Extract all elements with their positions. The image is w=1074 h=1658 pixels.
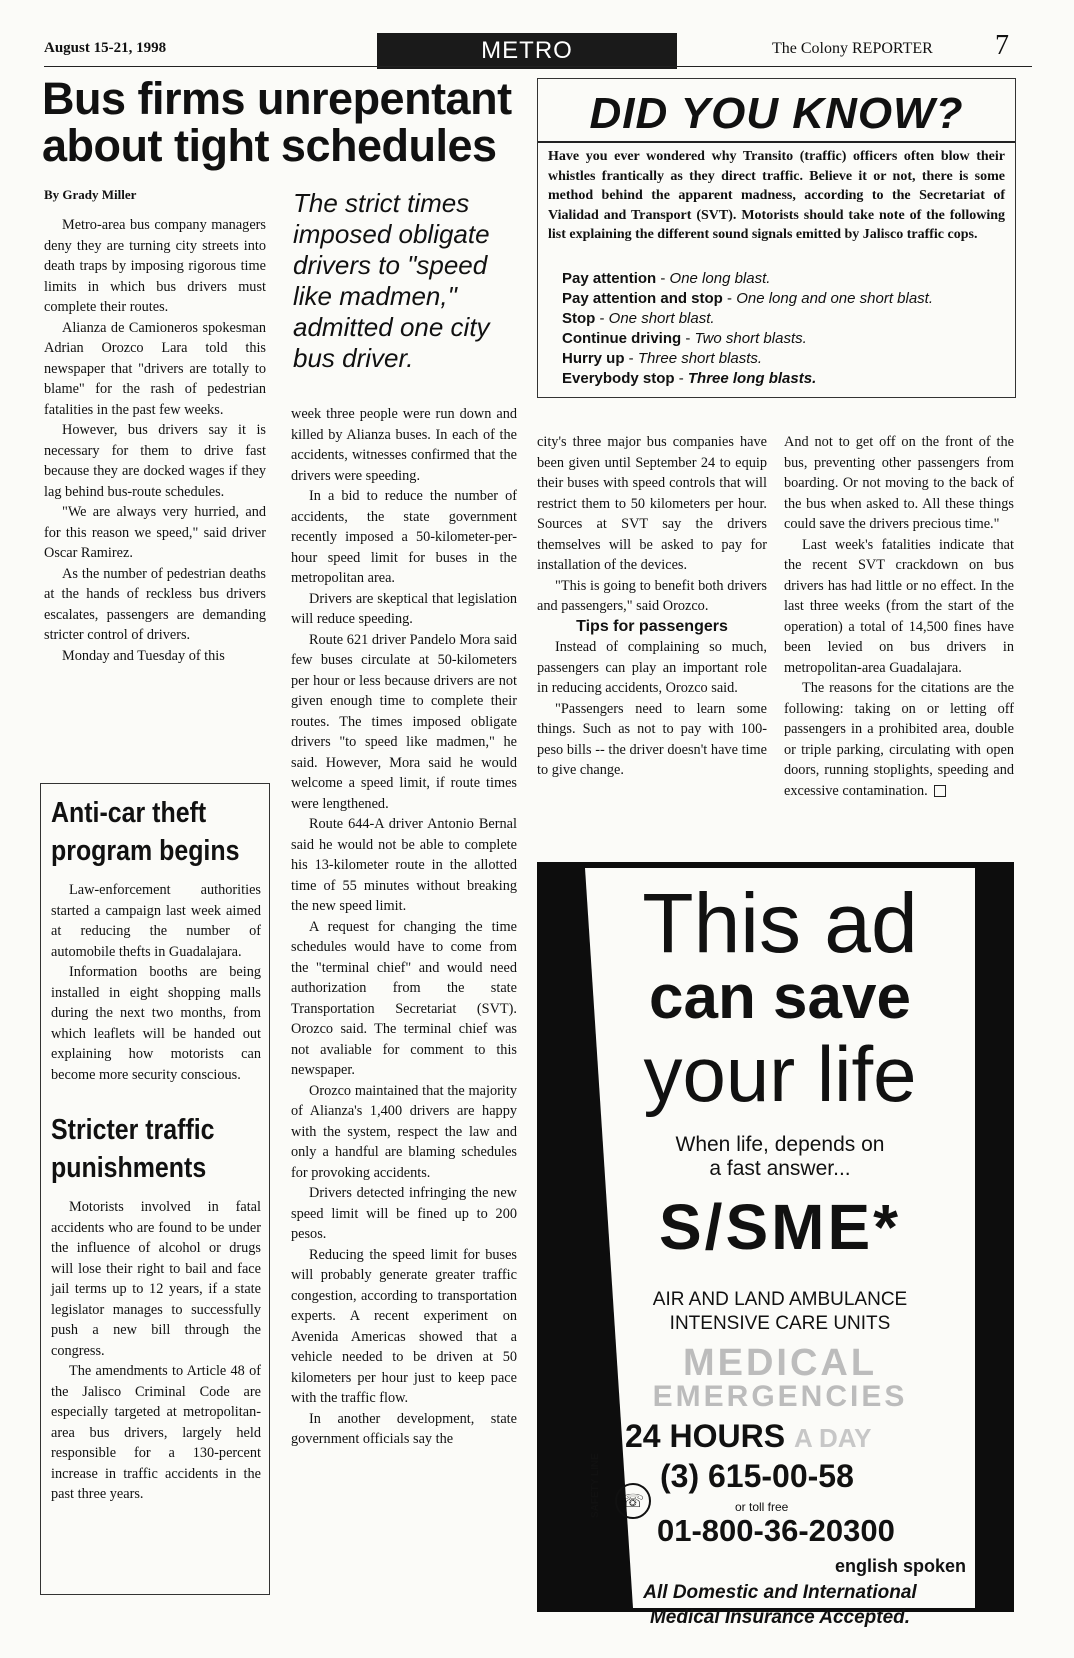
- paragraph: The amendments to Article 48 of the Jalisco Criminal Code are especially targeted at metropolitan-area bus drivers, largely held responsible for a 130-percent increase in traffic accidents in the past three years.: [51, 1363, 261, 1502]
- did-you-know-title: DID YOU KNOW?: [589, 89, 964, 138]
- paragraph: Instead of complaining so much, passengers can play an important role in reducing accidents, Orozco said.: [537, 639, 767, 696]
- insurance-note: [585, 1580, 975, 1630]
- did-you-know-box: [537, 78, 1016, 398]
- byline: By Grady Miller: [44, 187, 137, 202]
- divider: [538, 141, 1015, 143]
- story-column-1: [44, 215, 266, 666]
- insurance-line-2: Medical Insurance Accepted.: [649, 1607, 911, 1628]
- insurance-line-1: All Domestic and International: [643, 1582, 917, 1603]
- ad-ghost-text: MEDICAL: [682, 1342, 878, 1384]
- signal-meaning: One long blast.: [669, 269, 771, 287]
- paragraph: Motorists involved in fatal accidents who are found to be under the influence of alcohol or drugs will lose their right to bail and face jail terms up to 12 years, if a state legislator manages to successfully push a new bill through the congress.: [51, 1199, 261, 1359]
- ad-headline-3: your life: [643, 1030, 917, 1118]
- paragraph: A request for changing the time schedules would have to come from the "terminal chief" and would need authorization from the state Transportation Secretariat (SVT). Orozco said. The terminal chief was not avaliable for comment to this newspaper.: [291, 918, 517, 1078]
- ad-hours-ghost: A DAY: [793, 1423, 872, 1453]
- story-column-3: [537, 432, 767, 781]
- briefs-box: [40, 783, 270, 1595]
- ad-service-2: INTENSIVE CARE UNITS: [669, 1313, 891, 1334]
- end-mark-icon: [934, 785, 946, 797]
- ad-services: [585, 1288, 975, 1336]
- paragraph: Alianza de Camioneros spokesman Adrian Orozco Lara told this newspaper that "drivers are totally to blame" for the rash of pedestrian fatalities in the past few weeks.: [44, 319, 266, 418]
- signal-item: Pay attention and stop - One long and one short blast.: [562, 289, 934, 307]
- ad-panel: [585, 868, 975, 1628]
- signal-meaning: One short blast.: [608, 309, 715, 327]
- paragraph: week three people were run down and killed by Alianza buses. In each of the accidents, witnesses confirmed that the drivers were speeding.: [291, 406, 517, 484]
- signal-meaning: Two short blasts.: [694, 329, 807, 347]
- did-you-know-intro: Have you ever wondered why Transito (traffic) officers often blow their whistles frantically as they direct traffic. Believe it or not, there is some method behind the apparent madness, according to the Secretariat of Vialidad and Transport (SVT). Motorists should take note of the following list explaining the different sound signals emitted by Jalisco traffic cops.: [548, 149, 1005, 242]
- paragraph: "Passengers need to learn some things. Such as not to pay with 100-peso bills -- the driver doesn't have time to give change.: [537, 700, 767, 778]
- main-headline: Bus firms unrepentant about tight schedules: [42, 73, 512, 171]
- signal-item: Pay attention - One long blast.: [562, 269, 771, 287]
- signal-meaning: Three short blasts.: [637, 349, 763, 367]
- safety-line-label: SAFETY LINE: [590, 1453, 601, 1518]
- ad-service-1: AIR AND LAND AMBULANCE: [652, 1289, 908, 1310]
- paragraph: And not to get off on the front of the bus, preventing other passengers from boarding. Or not moving to the back of the bus when asked to. All these things could save the drivers precious time.": [784, 434, 1014, 532]
- paragraph: Drivers detected infringing the new speed limit will be fined up to 200 pesos.: [291, 1185, 517, 1242]
- paragraph-text: The reasons for the citations are the following: taking on or letting off passengers in a prohibited area, double or triple parking, circulating with open doors, running stoplights, speeding and excessive contamination.: [784, 680, 1014, 799]
- paragraph: Orozco maintained that the majority of Alianza's 1,400 drivers are happy with the system, respect the law and only a handful are blaming schedules for provoking accidents.: [291, 1082, 517, 1181]
- section-label: METRO: [377, 33, 677, 69]
- top-rule: [44, 66, 1032, 67]
- story-column-2: [291, 404, 517, 1450]
- brand-logo: S/SME*: [658, 1191, 902, 1263]
- phone-icon: ☏: [615, 1483, 651, 1519]
- subhead-tips: Tips for passengers: [576, 617, 728, 635]
- ad-tagline-2: a fast answer...: [709, 1157, 851, 1180]
- paragraph: Information booths are being installed in eight shopping malls during the next two months, from which leaflets will be handed out explaining how motorists can become more security conscious.: [51, 964, 261, 1083]
- signal-label: Pay attention and stop: [562, 289, 723, 307]
- signal-item: Everybody stop - Three long blasts.: [562, 369, 817, 387]
- ad-headline-2: can save: [649, 963, 911, 1032]
- signal-meaning: Three long blasts.: [687, 369, 817, 387]
- ad-hours-text: 24 HOURS: [625, 1418, 786, 1454]
- paragraph: "We are always very hurried, and for this reason we speed," said driver Oscar Ramirez.: [44, 504, 266, 561]
- toll-free-number[interactable]: 01-800-36-20300: [657, 1513, 895, 1548]
- brief-body: [51, 1197, 261, 1505]
- brief-headline: Stricter traffic punishments: [51, 1114, 215, 1184]
- paragraph: Route 621 driver Pandelo Mora said few buses circulate at 50-kilometers per hour or less because drivers are not given enough time to complete their routes. The times imposed obligate drivers "to speed like madmen," he said. However, Mora said he would welcome a speed limit, if route times were lengthened.: [291, 631, 517, 812]
- paragraph: In a bid to reduce the number of accidents, the state government recently imposed a 50-kilometer-per-hour speed limit for buses in the metropolitan area.: [291, 488, 517, 586]
- paragraph: city's three major bus companies have been given until September 24 to equip their buses with speed controls that will restrict them to 50 kilometers per hour. Sources at SVT say the drivers themselves will be asked to pay for installation of the devices.: [537, 434, 767, 573]
- paragraph: Monday and Tuesday of this: [62, 647, 225, 664]
- signal-label: Pay attention: [562, 269, 657, 287]
- ad-headline-1: This ad: [642, 876, 918, 970]
- story-column-4: [784, 432, 1014, 801]
- paper-name: The Colony REPORTER: [772, 40, 933, 57]
- brief-body: [51, 880, 261, 1085]
- issue-date: August 15-21, 1998: [44, 40, 167, 56]
- phone-number[interactable]: (3) 615-00-58: [660, 1458, 854, 1494]
- advertisement[interactable]: [537, 862, 1014, 1628]
- ad-tagline: [585, 1133, 975, 1181]
- paragraph: However, bus drivers say it is necessary for them to drive fast because they are docked wages if they lag behind bus-route schedules.: [44, 422, 266, 500]
- ad-tagline-1: When life, depends on: [675, 1133, 885, 1156]
- ad-ghost-text: EMERGENCIES: [652, 1380, 908, 1413]
- paragraph: As the number of pedestrian deaths at the hands of reckless bus drivers escalates, passengers are demanding stricter control of drivers.: [44, 565, 266, 643]
- page-number: 7: [995, 30, 1009, 61]
- paragraph: "This is going to benefit both drivers and passengers," said Orozco.: [537, 577, 767, 614]
- paragraph: Drivers are skeptical that legislation will reduce speeding.: [291, 590, 517, 627]
- signal-label: Everybody stop: [562, 369, 675, 387]
- paragraph: [784, 678, 1014, 801]
- signal-label: Hurry up: [562, 349, 625, 367]
- signal-list: [562, 269, 1015, 389]
- paragraph: In another development, state government officials say the: [291, 1410, 517, 1447]
- signal-item: Stop - One short blast.: [562, 309, 715, 327]
- paragraph: Law-enforcement authorities started a campaign last week aimed at reducing the number of automobile thefts in Guadalajara.: [51, 882, 261, 960]
- signal-label: Stop: [562, 309, 596, 327]
- paragraph: Metro-area bus company managers deny they are turning city streets into death traps by imposing rigorous time limits in which bus drivers must complete their routes.: [44, 217, 266, 315]
- signal-item: Hurry up - Three short blasts.: [562, 349, 763, 367]
- signal-meaning: One long and one short blast.: [736, 289, 934, 307]
- paragraph: Last week's fatalities indicate that the recent SVT crackdown on bus drivers has had little or no effect. In the last three weeks (from the start of the operation) a total of 14,500 fines have been levied on bus drivers in metropolitan-area Guadalajara.: [784, 536, 1014, 676]
- paragraph: Route 644-A driver Antonio Bernal said he would not be able to complete his 13-kilometer route in the allotted time of 55 minutes without breaking the new speed limit.: [291, 816, 517, 914]
- signal-item: Continue driving - Two short blasts.: [562, 329, 807, 347]
- ad-hours: [625, 1418, 871, 1455]
- pull-quote: The strict times imposed obligate drivers to "speed like madmen," admitted one city bus driver.: [293, 188, 490, 373]
- toll-free-label: or toll free: [735, 1500, 789, 1514]
- signal-label: Continue driving: [562, 329, 682, 347]
- paragraph: Reducing the speed limit for buses will probably generate greater traffic congestion, according to transportation experts. A recent experiment on Avenida Americas showed that a vehicle needed to be driven at 50 kilometers per hour just to keep pace with the traffic flow.: [291, 1246, 517, 1406]
- brief-headline: Anti-car theft program begins: [51, 797, 240, 867]
- language-note: english spoken: [835, 1556, 967, 1576]
